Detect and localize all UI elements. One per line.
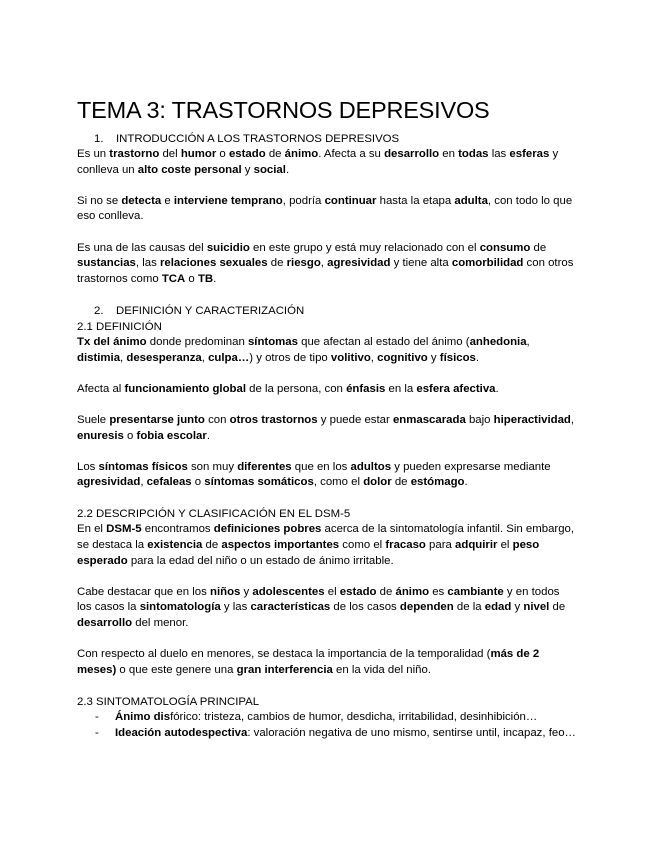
bold-text: edad <box>484 601 512 614</box>
bold-text: culpa… <box>208 351 250 364</box>
subsection-heading-2-2: 2.2 DESCRIPCIÓN Y CLASIFICACIÓN EN EL DSM-5 <box>77 508 351 521</box>
bold-text: adulta <box>454 194 488 207</box>
symptom-list <box>77 710 577 741</box>
paragraph: Los síntomas físicos son muy diferentes que en los adultos y pueden expresarse mediante agresividad, cefaleas o síntomas somáticos, como el dolor de estómago. <box>77 460 551 489</box>
bold-text: hiperactividad <box>493 413 571 426</box>
paragraph: En el DSM-5 encontramos definiciones pobres acerca de la sintomatología infantil. Sin embargo, se destaca la existencia de aspectos importantes como el fracaso para adquirir el peso esperado para la edad del niño o un estado de ánimo irritable. <box>77 523 575 567</box>
bold-text: adultos <box>350 460 392 473</box>
bold-text: Tx del ánimo <box>77 335 147 348</box>
bold-text: cefaleas <box>146 476 192 489</box>
subsection-heading-2-1: 2.1 DEFINICIÓN <box>77 320 162 333</box>
bold-text: aspectos importantes <box>221 539 340 552</box>
bold-text: fobia escolar <box>136 429 207 442</box>
bold-text: enuresis <box>77 429 124 442</box>
bold-text: presentarse junto <box>109 413 205 426</box>
paragraph: Es una de las causas del suicidio en este grupo y está muy relacionado con el consumo de sustancias, las relaciones sexuales de riesgo, agresividad y tiene alta comorbilidad con otros trastornos como TCA o TB. <box>77 241 574 285</box>
bold-text: Ánimo dis <box>115 711 171 723</box>
bold-text: síntomas físicos <box>98 460 188 473</box>
bold-text: desesperanza <box>126 351 202 364</box>
bold-text: agresividad <box>327 257 391 270</box>
document-title: TEMA 3: TRASTORNOS DEPRESIVOS <box>77 97 490 123</box>
paragraph: Afecta al funcionamiento global de la persona, con énfasis en la esfera afectiva. <box>77 382 499 395</box>
bold-text: DSM-5 <box>106 523 142 536</box>
bold-text: TCA <box>161 272 186 285</box>
bold-text: detecta <box>121 194 162 207</box>
bold-text: alto coste personal <box>137 163 242 176</box>
bold-text: ánimo <box>395 585 430 598</box>
bold-text: adolescentes <box>252 585 325 598</box>
bold-text: estómago <box>410 476 465 489</box>
bold-text: desarrollo <box>384 148 440 160</box>
bold-text: ánimo <box>284 148 319 160</box>
bold-text: social <box>253 163 286 176</box>
bold-text: distimia <box>77 351 121 364</box>
list-item: - Ideación autodespectiva: valoración negativa de uno mismo, sentirse until, incapaz, feo… <box>77 726 577 742</box>
bold-text: otros trastornos <box>229 413 318 426</box>
bold-text: definiciones pobres <box>213 523 322 536</box>
bold-text: síntomas <box>247 335 298 348</box>
bold-text: características <box>250 601 331 614</box>
bold-text: Ideación autodespectiva <box>115 726 248 739</box>
paragraph: Suele presentarse junto con otros trastornos y puede estar enmascarada bajo hiperactividad, enuresis o fobia escolar. <box>77 413 575 442</box>
paragraph: Con respecto al duelo en menores, se destaca la importancia de la temporalidad (más de 2 meses) o que este genere una gran interferencia en la vida del niño. <box>77 648 540 676</box>
bold-text: esfera afectiva <box>416 382 496 395</box>
bold-text: gran interferencia <box>236 663 333 676</box>
paragraph: Tx del ánimo donde predominan síntomas que afectan al estado del ánimo (anhedonia, distimia, desesperanza, culpa…) y otros de tipo volitivo, cognitivo y físicos. <box>77 335 530 364</box>
bold-text: sustancias <box>77 257 136 270</box>
bold-text: cambiante <box>447 585 504 598</box>
paragraph: Si no se detecta e interviene temprano, podría continuar hasta la etapa adulta, con todo lo que eso conlleva. <box>77 194 573 223</box>
bold-text: anhedonia <box>469 335 527 348</box>
bold-text: interviene temprano <box>173 194 283 207</box>
bold-text: relaciones sexuales <box>159 257 268 270</box>
bold-text: consumo <box>479 241 531 254</box>
bold-text: énfasis <box>346 382 386 395</box>
bold-text: estado <box>228 148 266 160</box>
bold-text: dolor <box>363 476 392 489</box>
document-page <box>77 96 577 741</box>
bold-text: enmascarada <box>392 413 466 426</box>
bold-text: dependen <box>399 601 454 614</box>
paragraph: Es un trastorno del humor o estado de ánimo. Afecta a su desarrollo en todas las esferas y conlleva un alto coste personal y social. <box>77 148 559 176</box>
bold-text: síntomas somáticos <box>204 476 314 489</box>
subsection-heading-2-3: 2.3 SINTOMATOLOGÍA PRINCIPAL <box>77 696 260 708</box>
bold-text: esferas <box>509 148 550 160</box>
bold-text: existencia <box>147 539 203 552</box>
bold-text: desarrollo <box>77 617 133 630</box>
bold-text: cognitivo <box>377 351 428 364</box>
bold-text: nivel <box>523 601 550 614</box>
list-item: - Ánimo disfórico: tristeza, cambios de humor, desdicha, irritabilidad, desinhibición… <box>77 710 577 726</box>
bold-text: físicos <box>439 351 476 364</box>
bold-text: humor <box>180 148 217 160</box>
bold-text: volitivo <box>330 351 371 364</box>
bold-text: sintomatología <box>139 601 221 614</box>
section-heading-1: 1. INTRODUCCIÓN A LOS TRASTORNOS DEPRESIVOS <box>94 133 400 145</box>
bold-text: niños <box>209 585 241 598</box>
paragraph: Cabe destacar que en los niños y adolescentes el estado de ánimo es cambiante y en todos los casos la sintomatología y las características de los casos dependen de la edad y nivel de desarrollo del menor. <box>77 585 566 630</box>
bold-text: diferentes <box>237 460 292 473</box>
section-heading-2: 2. DEFINICIÓN Y CARACTERIZACIÓN <box>94 304 305 317</box>
bold-text: más de 2 meses) <box>77 648 540 676</box>
bold-text: riesgo <box>286 257 321 270</box>
bold-text: funcionamiento global <box>124 382 246 395</box>
bold-text: agresividad <box>77 476 141 489</box>
bold-text: comorbilidad <box>451 257 524 270</box>
bold-text: adquirir <box>455 539 498 552</box>
bold-text: TB <box>197 272 214 285</box>
bold-text: todas <box>458 148 489 160</box>
bold-text: estado <box>339 585 377 598</box>
bold-text: continuar <box>324 194 377 207</box>
bold-text: suicidio <box>206 241 250 254</box>
bold-text: trastorno <box>109 148 160 160</box>
bold-text: peso esperado <box>77 539 540 567</box>
bold-text: fracaso <box>385 539 426 552</box>
